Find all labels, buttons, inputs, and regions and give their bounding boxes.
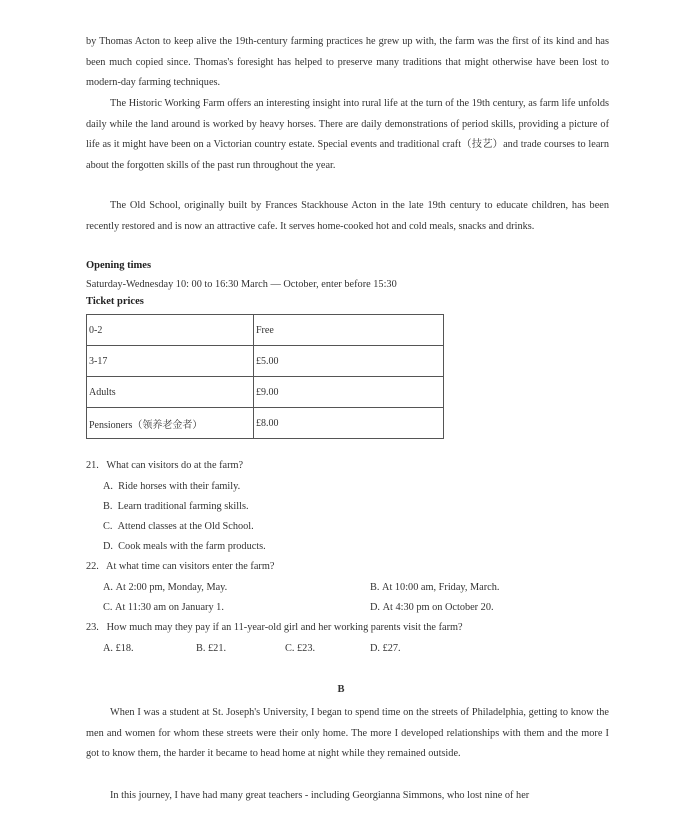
table-row: [87, 377, 444, 408]
opening-times-heading: Opening times: [86, 260, 152, 271]
question-22-option-b: B. At 10:00 am, Friday, March.: [370, 582, 500, 593]
table-row: [87, 315, 444, 346]
question-23-option-b: B. £21.: [196, 643, 227, 654]
section-b-paragraph-2: In this journey, I have had many great teachers - including Georgianna Simmons, who lost nine of her: [110, 790, 530, 801]
question-number: 23.: [86, 622, 99, 633]
price-cell: £8.00: [254, 408, 444, 439]
paragraph-intro: by Thomas Acton to keep alive the 19th-century farming practices he grew up with, the farm was the first of its kind and has been much copied since. Thomas's foresight has helped to preserve many traditions that might otherwise have been lost to modern-day farming techniques.: [86, 36, 609, 88]
price-cell: £5.00: [254, 346, 444, 377]
table-row: [87, 408, 444, 439]
ticket-prices-table: [86, 314, 444, 439]
age-group-cell: 3-17: [87, 346, 254, 377]
question-21: [86, 460, 243, 471]
question-21-option-b: B. Learn traditional farming skills.: [103, 501, 249, 512]
paragraph-historic-farm: The Historic Working Farm offers an interesting insight into rural life at the turn of the 19th century, as farm life unfolds daily while the land around is worked by heavy horses. There are daily demonstrations of period skills, providing a picture of life as it might have been on a Victorian country estate. Special events and traditional craft（技艺）and trade courses to learn about the forgotten skills of the past run throughout the year.: [86, 98, 609, 171]
age-group-cell: Adults: [87, 377, 254, 408]
section-b-paragraph-1: When I was a student at St. Joseph's University, I began to spend time on the streets of Philadelphia, getting to know the men and women for whom these streets were their only home. The more I developed relationships with them and the more I got to know them, the harder it became to head home at night while they remained outside.: [86, 707, 609, 759]
question-text: What can visitors do at the farm?: [106, 460, 244, 471]
question-text: At what time can visitors enter the farm?: [106, 561, 275, 572]
question-23: [86, 622, 463, 633]
price-cell: Free: [254, 315, 444, 346]
question-22: [86, 561, 274, 572]
question-number: 21.: [86, 460, 99, 471]
question-21-option-c: C. Attend classes at the Old School.: [103, 521, 254, 532]
question-23-option-a: A. £18.: [103, 643, 134, 654]
question-21-option-d: D. Cook meals with the farm products.: [103, 541, 266, 552]
question-23-option-c: C. £23.: [285, 643, 316, 654]
age-group-cell: 0-2: [87, 315, 254, 346]
opening-times-text: Saturday-Wednesday 10: 00 to 16:30 March — October, enter before 15:30: [86, 279, 397, 290]
section-b-label: B: [337, 684, 345, 695]
question-text: How much may they pay if an 11-year-old girl and her working parents visit the farm?: [106, 622, 463, 633]
price-cell: £9.00: [254, 377, 444, 408]
table-row: [87, 346, 444, 377]
question-22-option-a: A. At 2:00 pm, Monday, May.: [103, 582, 228, 593]
paragraph-old-school: The Old School, originally built by Frances Stackhouse Acton in the late 19th century to educate children, has been recently restored and is now an attractive cafe. It serves home-cooked hot and cold meals, snacks and drinks.: [86, 200, 609, 232]
ticket-prices-heading: Ticket prices: [86, 296, 144, 307]
question-22-option-d: D. At 4:30 pm on October 20.: [370, 602, 494, 613]
question-number: 22.: [86, 561, 99, 572]
question-23-option-d: D. £27.: [370, 643, 401, 654]
age-group-cell: Pensioners（领养老金者）: [87, 408, 254, 439]
question-22-option-c: C. At 11:30 am on January 1.: [103, 602, 224, 613]
question-21-option-a: A. Ride horses with their family.: [103, 481, 241, 492]
